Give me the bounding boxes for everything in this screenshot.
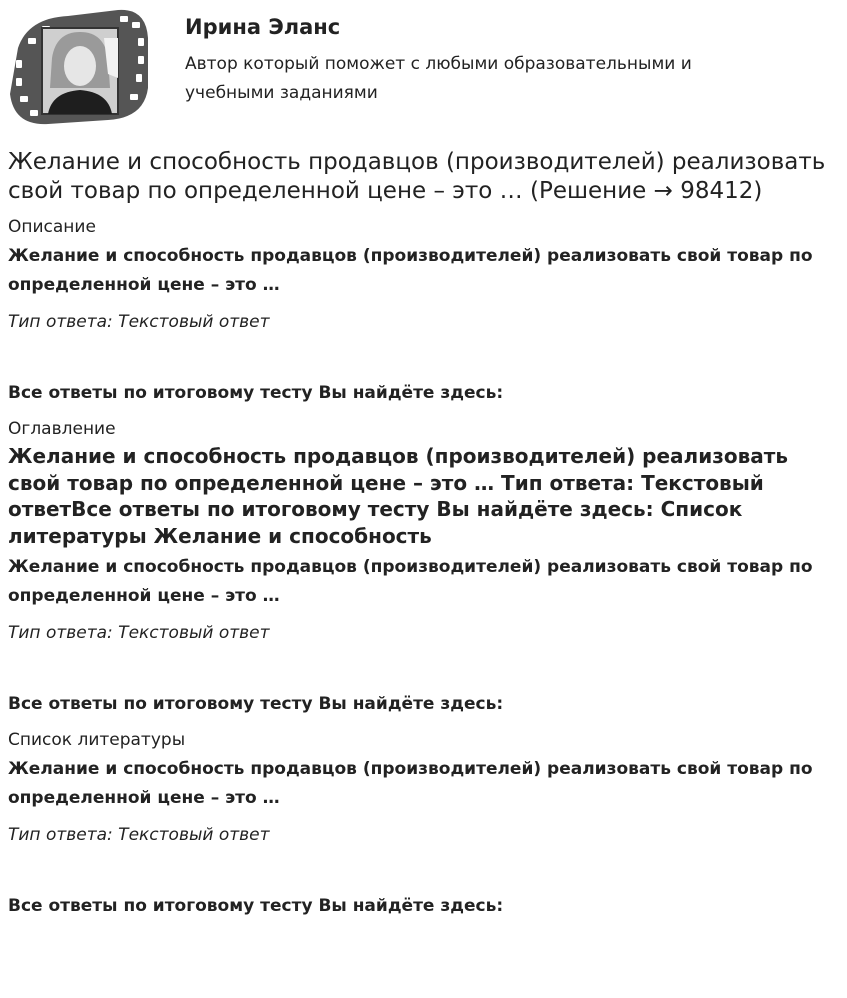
toc-all-answers: Все ответы по итоговому тесту Вы найдёте здесь: (8, 694, 504, 714)
toc-label: Оглавление (8, 419, 116, 439)
author-name[interactable]: Ирина Эланс (185, 15, 341, 39)
references-question: Желание и способность продавцов (производителей) реализовать свой товар по определенной цене – это … (8, 759, 813, 808)
avatar[interactable] (8, 8, 150, 126)
page-title: Желание и способность продавцов (производителей) реализовать свой товар по определенной цене – это … (Решение → 98412) (8, 149, 826, 204)
description-answer-type: Тип ответа: Текстовый ответ (8, 312, 270, 332)
description-all-answers: Все ответы по итоговому тесту Вы найдёте здесь: (8, 383, 504, 403)
author-card (8, 8, 838, 128)
references-label: Список литературы (8, 730, 186, 750)
main-content (8, 148, 838, 917)
description-label: Описание (8, 217, 96, 237)
references-answer-type: Тип ответа: Текстовый ответ (8, 825, 270, 845)
toc-text: Желание и способность продавцов (производителей) реализовать свой товар по определенной цене – это … Тип ответа: Текстовый ответВсе ответы по итоговому тесту Вы найдёте здесь: Список литературы Желание и способность (8, 444, 788, 548)
toc-question: Желание и способность продавцов (производителей) реализовать свой товар по определенной цене – это … (8, 557, 813, 606)
description-question: Желание и способность продавцов (производителей) реализовать свой товар по определенной цене – это … (8, 246, 813, 295)
author-description: Автор который поможет с любыми образовательными и учебными заданиями (185, 54, 692, 103)
references-all-answers: Все ответы по итоговому тесту Вы найдёте здесь: (8, 896, 504, 916)
toc-answer-type: Тип ответа: Текстовый ответ (8, 623, 270, 643)
